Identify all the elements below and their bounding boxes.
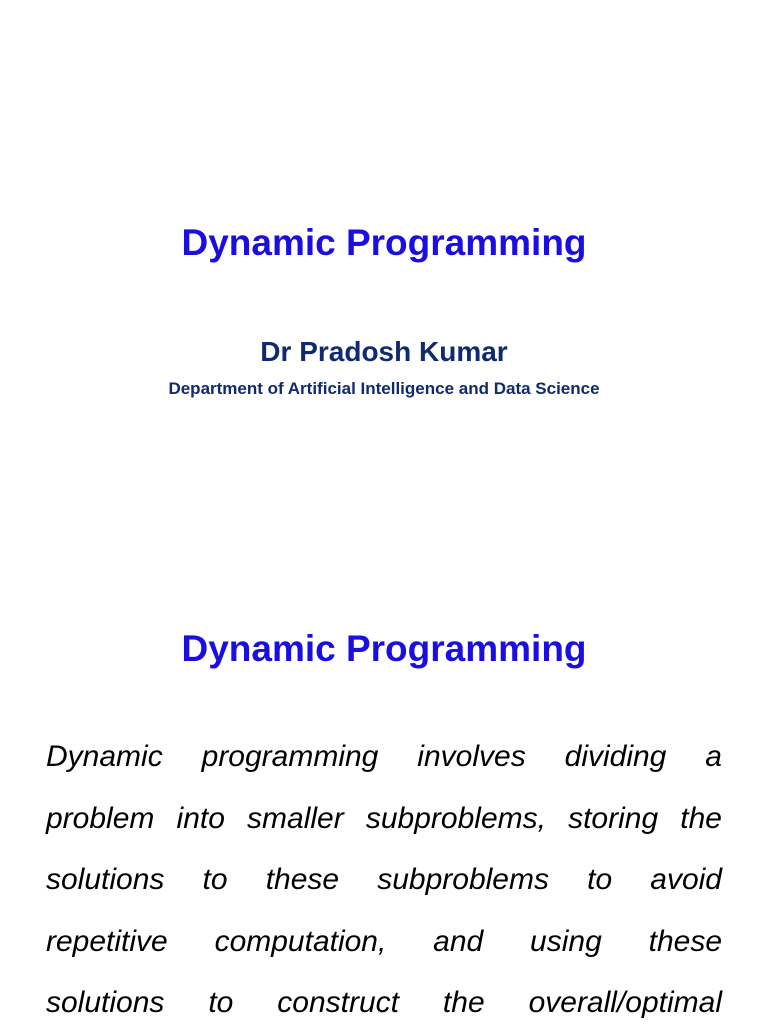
slide-title: Dynamic Programming [181,628,587,669]
body-line: Dynamic programming involves dividing a [46,740,722,773]
body-paragraph [46,726,722,1034]
content-slide [0,512,768,1024]
department-name: Department of Artificial Intelligence and Data Science [168,379,600,398]
slide-title: Dynamic Programming [181,222,587,263]
author-name: Dr Pradosh Kumar [260,336,508,367]
body-line: solutions to construct the overall/optimal [46,986,722,1019]
body-line: problem into smaller subproblems, storing the [46,801,722,835]
title-slide [0,0,768,512]
body-line: solutions to these subproblems to avoid [46,863,722,896]
body-line: repetitive computation, and using these [46,924,722,958]
